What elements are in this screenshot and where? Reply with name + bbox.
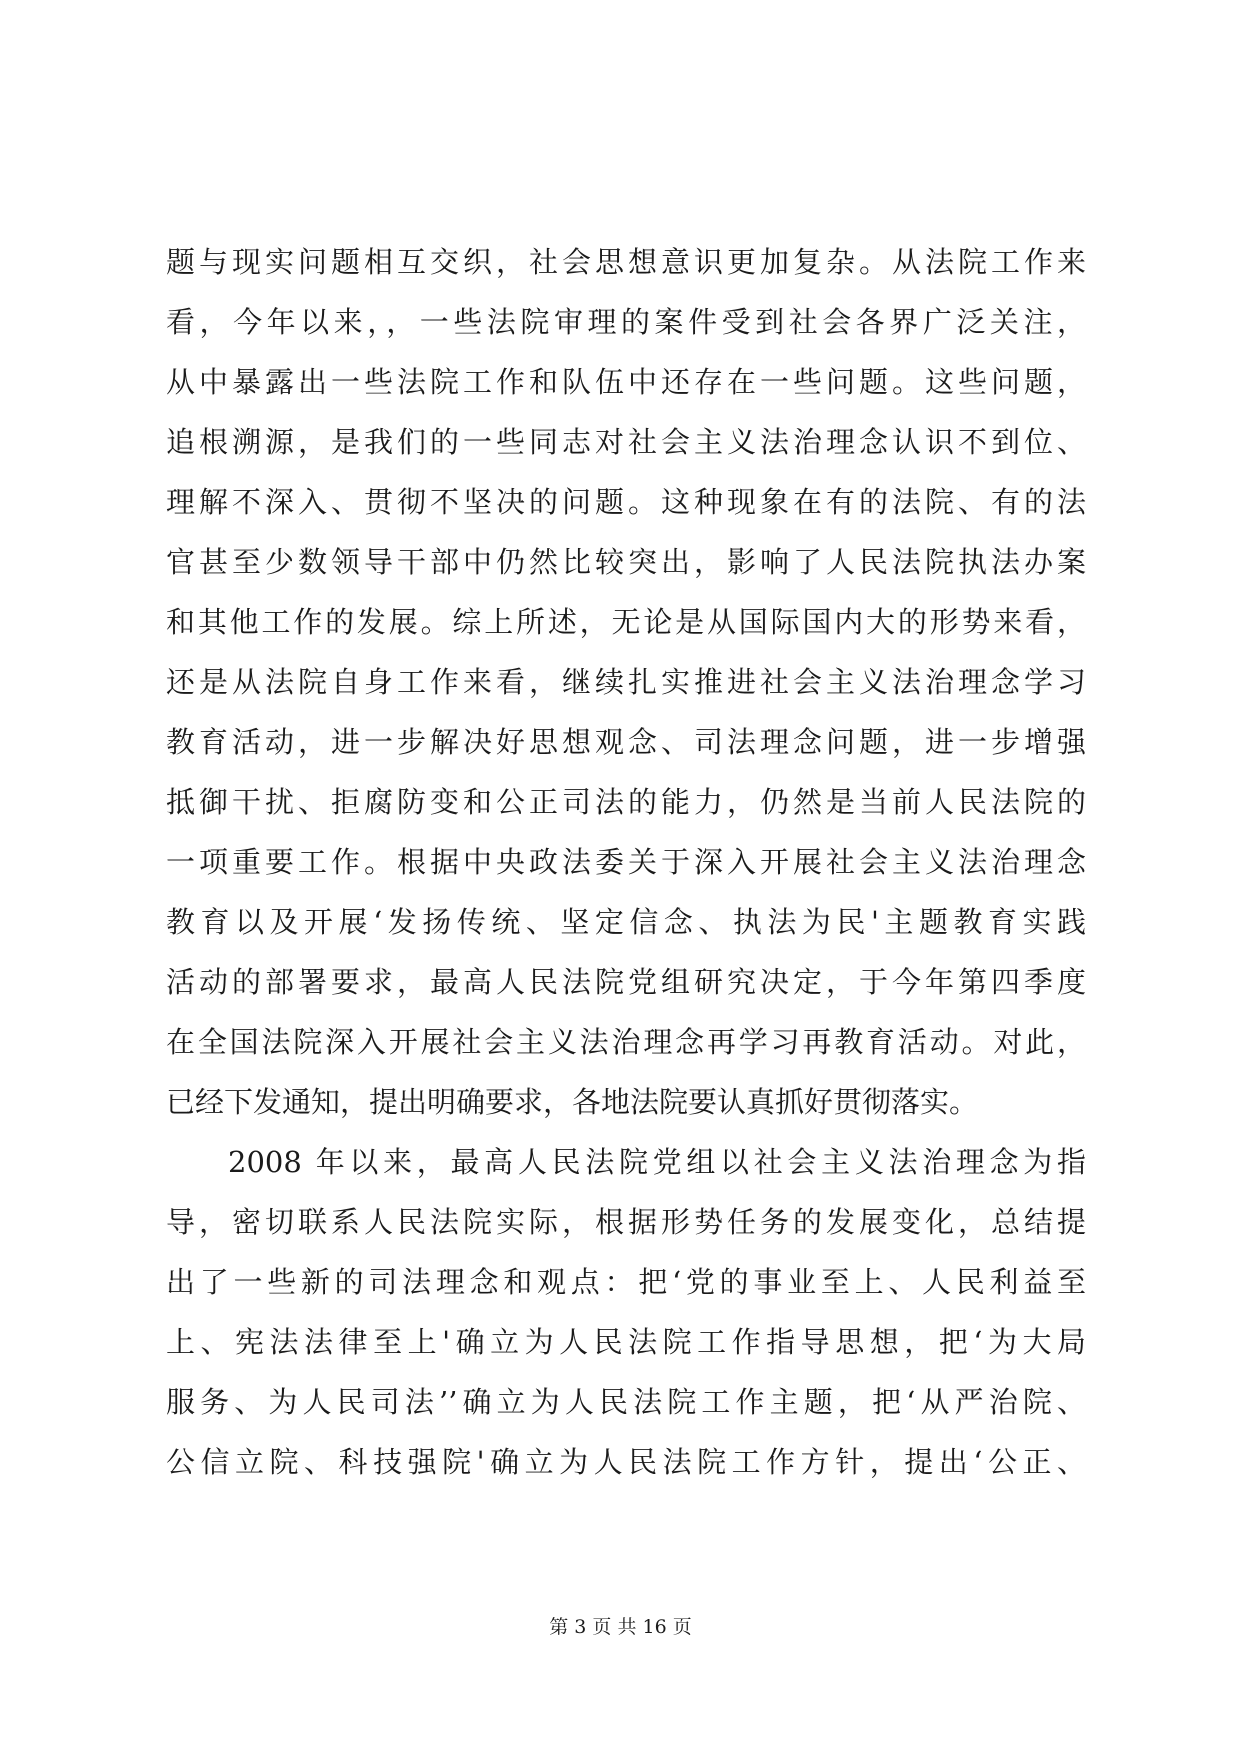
text-line: 理解不深入、贯彻不坚决的问题。这种现象在有的法院、有的法 — [166, 485, 1086, 519]
text-line: 导，密切联系人民法院实际，根据形势任务的发展变化，总结提 — [166, 1205, 1086, 1239]
text-line: 上、宪法法律至上'确立为人民法院工作指导思想，把‘为大局 — [166, 1325, 1086, 1359]
text-line: 看，今年以来，，一些法院审理的案件受到社会各界广泛关注， — [166, 305, 1086, 339]
text-line: 出了一些新的司法理念和观点：把‘党的事业至上、人民利益至 — [166, 1265, 1086, 1299]
body-text — [166, 232, 1086, 1492]
text-line: 抵御干扰、拒腐防变和公正司法的能力，仍然是当前人民法院的 — [166, 785, 1086, 819]
text-line: 题与现实问题相互交织，社会思想意识更加复杂。从法院工作来 — [166, 245, 1086, 279]
page-number-footer: 第 3 页 共 16 页 — [549, 1616, 692, 1638]
text-line: 一项重要工作。根据中央政法委关于深入开展社会主义法治理念 — [166, 845, 1086, 879]
text-line: 官甚至少数领导干部中仍然比较突出，影响了人民法院执法办案 — [166, 545, 1086, 579]
text-line: 在全国法院深入开展社会主义法治理念再学习再教育活动。对此， — [166, 1025, 1086, 1059]
text-line: 教育以及开展‘发扬传统、坚定信念、执法为民'主题教育实践 — [166, 905, 1086, 939]
text-line: 教育活动，进一步解决好思想观念、司法理念问题，进一步增强 — [166, 725, 1086, 759]
text-line: 从中暴露出一些法院工作和队伍中还存在一些问题。这些问题， — [166, 365, 1086, 399]
text-line: 和其他工作的发展。综上所述，无论是从国际国内大的形势来看， — [166, 605, 1086, 639]
text-line: 活动的部署要求，最高人民法院党组研究决定，于今年第四季度 — [166, 965, 1086, 999]
text-line: 2008 年以来，最高人民法院党组以社会主义法治理念为指 — [228, 1145, 1086, 1179]
text-line: 已经下发通知，提出明确要求，各地法院要认真抓好贯彻落实。 — [166, 1085, 979, 1119]
text-line: 服务、为人民司法’’确立为人民法院工作主题，把‘从严治院、 — [166, 1385, 1086, 1419]
text-line: 追根溯源，是我们的一些同志对社会主义法治理念认识不到位、 — [166, 425, 1086, 459]
text-line: 公信立院、科技强院'确立为人民法院工作方针，提出‘公正、 — [166, 1445, 1086, 1479]
text-line: 还是从法院自身工作来看，继续扎实推进社会主义法治理念学习 — [166, 665, 1086, 699]
